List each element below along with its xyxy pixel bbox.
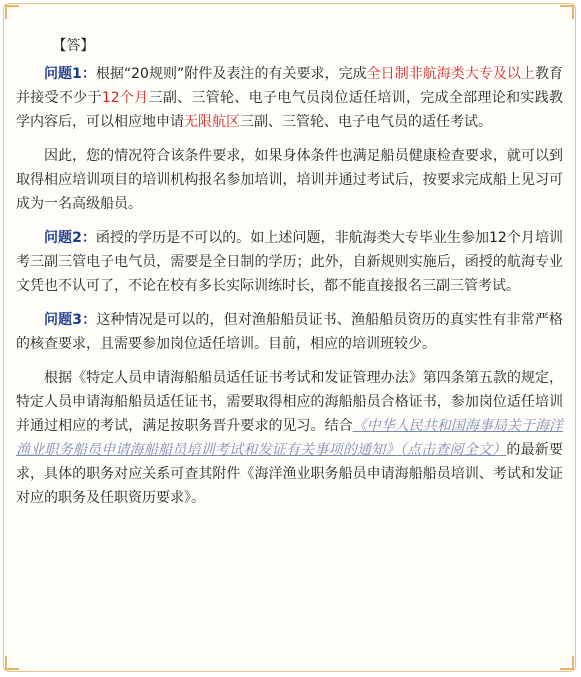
question-3-text: 这种情况是可以的，但对渔船船员证书、渔船船员资历的真实性有非常严格的核查要求，且需要参加岗位适任培训。目前，相应的培训班较少。 xyxy=(16,312,563,352)
question-1-text: 三副、三管轮、电子电气员岗位适任培训，完成全部理论和实践教学内容后，可以相应地申请 xyxy=(16,90,563,130)
notice-link[interactable]: 《中华人民共和国海事局关于海洋渔业职务船员申请海船船员培训考试和发证有关事项的通知》（点击查阅全文） xyxy=(16,418,564,458)
question-2-paragraph xyxy=(16,226,563,298)
regulation-text: 的最新要求，具体的职务对应关系可查其附件《海洋渔业职务船员申请海船船员培训、考试和发证对应的职务及任职资历要求》。 xyxy=(16,442,564,506)
corner-decoration xyxy=(5,656,19,670)
highlight-duration: 12个月 xyxy=(101,90,149,106)
question-1-paragraph xyxy=(16,62,563,134)
question-1-text: 三副、三管轮、电子电气员的适任考试。 xyxy=(240,114,492,130)
regulation-paragraph xyxy=(16,366,563,510)
question-3-paragraph xyxy=(16,308,563,356)
answer-heading: 【答】 xyxy=(52,38,95,54)
regulation-text: 根据《特定人员申请海船船员适任证书考试和发证管理办法》第四条第五款的规定，特定人员申请海船船员适任证书，需要取得相应的海船船员合格证书，参加岗位适任培训并通过相应的考试，满足按职务晋升要求的见习。结合 xyxy=(16,370,563,434)
question-1-label: 问题1： xyxy=(44,66,96,82)
corner-decoration xyxy=(5,5,19,19)
corner-decoration xyxy=(560,656,574,670)
question-2-label: 问题2： xyxy=(44,230,96,246)
question-1-text: 根据“20规则”附件及表注的有关要求，完成 xyxy=(95,66,367,82)
question-3-label: 问题3： xyxy=(44,312,97,328)
conclusion-paragraph: 因此，您的情况符合该条件要求，如果身体条件也满足船员健康检查要求，就可以到取得相应培训项目的培训机构报名参加培训，培训并通过考试后，按要求完成船上见习可成为一名高级船员。 xyxy=(16,148,563,212)
corner-decoration xyxy=(560,5,574,19)
answer-content xyxy=(16,34,563,520)
highlight-navigation-area: 无限航区 xyxy=(184,114,240,130)
highlight-education: 全日制非航海类大专及以上 xyxy=(366,66,535,82)
question-1-text: 教育并接受不少于 xyxy=(16,66,563,106)
question-2-text: 函授的学历是不可以的。如上述问题，非航海类大专毕业生参加12个月培训考三副三管电子电气员，需要是全日制的学历；此外，自新规则实施后，函授的航海专业文凭也不认可了，不论在校有多长实际训练时长，都不能直接报名三副三管考试。 xyxy=(16,230,563,294)
